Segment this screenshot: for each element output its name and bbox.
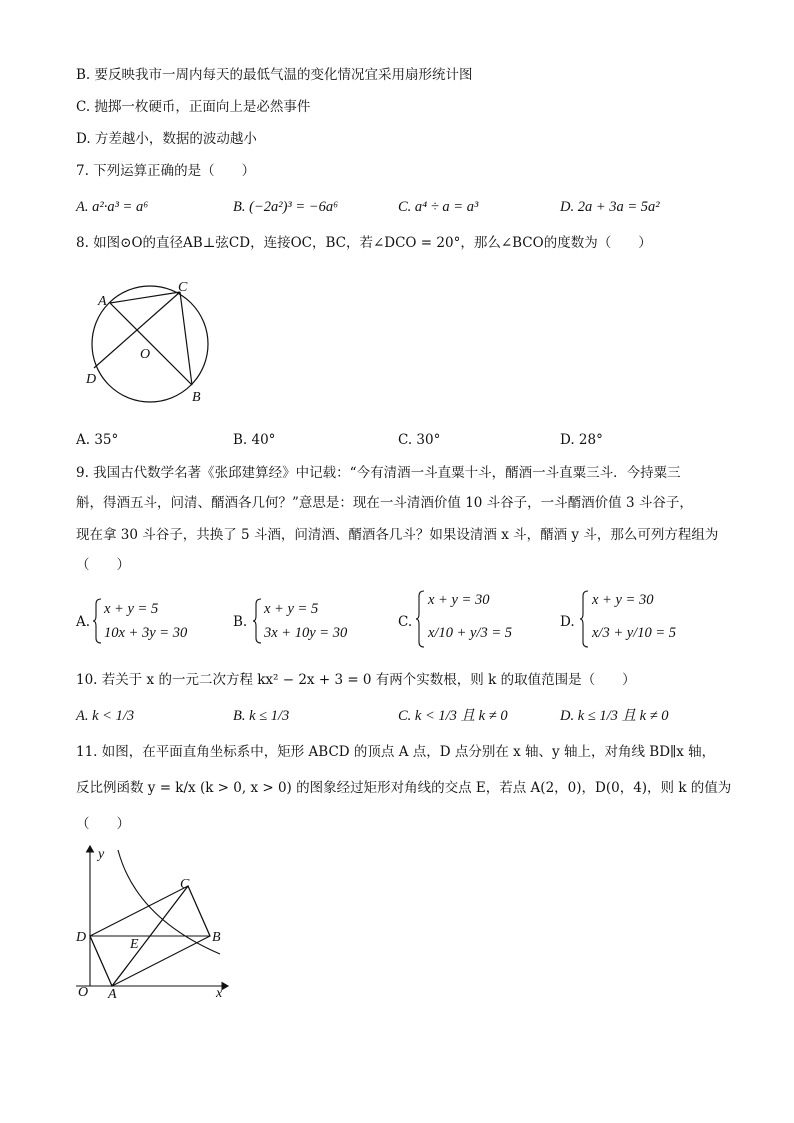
fig11-label-b: B <box>212 930 221 945</box>
q7-option-a: A. a²·a³ = a⁶ <box>76 199 149 215</box>
q10-option-b: B. k ≤ 1/3 <box>233 708 290 724</box>
q7-option-c: C. a⁴ ÷ a = a³ <box>398 199 479 215</box>
q9-c-brace-icon <box>415 590 425 648</box>
q9-option-b-row2: 3x + 10y = 30 <box>264 625 348 641</box>
q10-option-a: A. k < 1/3 <box>76 708 135 724</box>
fig11-label-c: C <box>180 877 190 892</box>
option-d-line: D. 方差越小，数据的波动越小 <box>76 131 257 147</box>
fig11-label-d: D <box>76 930 87 945</box>
question-9-line-4: （ ） <box>76 557 130 573</box>
q9-option-a-letter: A. <box>76 614 91 630</box>
q8-option-a: A. 35° <box>76 432 119 448</box>
q9-d-brace-icon <box>579 590 589 648</box>
question-11-line-1: 11. 如图，在平面直角坐标系中，矩形 ABCD 的顶点 A 点，D 点分别在 x 轴、y 轴上，对角线 BD∥x 轴， <box>76 744 716 760</box>
q9-a-brace-icon <box>92 598 102 644</box>
fig11-label-o: O <box>78 985 89 1000</box>
q9-option-d-letter: D. <box>560 614 575 630</box>
q9-b-brace-icon <box>252 598 262 644</box>
fig8-label-b: B <box>192 390 201 405</box>
q10-option-d: D. k ≤ 1/3 且 k ≠ 0 <box>560 708 669 724</box>
fig11-label-x: x <box>216 986 223 1001</box>
fig8-label-a: A <box>98 294 107 309</box>
question-9-line-1: 9. 我国古代数学名著《张邱建算经》中记载：“今有清酒一斗直粟十斗，醑酒一斗直粟三斗．今持粟三 <box>76 465 681 481</box>
question-9-line-2: 斛，得酒五斗，问清、醑酒各几何？”意思是：现在一斗清酒价值 10 斗谷子，一斗醑酒价值 3 斗谷子， <box>76 495 693 511</box>
fig11-label-a: A <box>108 987 117 1002</box>
q7-option-b: B. (−2a²)³ = −6a⁶ <box>233 199 339 215</box>
question-11-line-2: 反比例函数 y = k/x (k > 0, x > 0) 的图象经过矩形对角线的交点 E，若点 A(2，0)，D(0，4)，则 k 的值为 <box>76 780 732 796</box>
fig8-label-o: O <box>140 347 151 362</box>
q9-option-d-row2: x/3 + y/10 = 5 <box>592 625 676 641</box>
circle-figure <box>82 278 222 406</box>
q8-option-b: B. 40° <box>233 432 276 448</box>
q10-option-c: C. k < 1/3 且 k ≠ 0 <box>398 708 508 724</box>
fig11-label-e: E <box>130 937 139 952</box>
q8-option-c: C. 30° <box>398 432 441 448</box>
q9-option-a-row2: 10x + 3y = 30 <box>104 625 188 641</box>
fig8-label-c: C <box>178 280 188 295</box>
q9-option-d-row1: x + y = 30 <box>592 592 654 608</box>
q9-option-c-row1: x + y = 30 <box>428 592 490 608</box>
question-7-stem: 7. 下列运算正确的是（ ） <box>76 163 256 179</box>
q9-option-a-row1: x + y = 5 <box>104 601 159 617</box>
fig8-label-d: D <box>86 372 97 387</box>
q9-option-b-row1: x + y = 5 <box>264 601 319 617</box>
coordinate-figure <box>68 838 238 1008</box>
q9-option-b-letter: B. <box>233 614 248 630</box>
question-10-stem: 10. 若关于 x 的一元二次方程 kx² − 2x + 3 = 0 有两个实数根，则 k 的取值范围是（ ） <box>76 672 636 688</box>
question-11-line-3: （ ） <box>76 816 130 832</box>
q8-option-d: D. 28° <box>560 432 603 448</box>
question-9-line-3: 现在拿 30 斗谷子，共换了 5 斗酒，问清酒、醑酒各几斗？如果设清酒 x 斗，醑酒 y 斗，那么可列方程组为 <box>76 527 719 543</box>
q9-option-c-letter: C. <box>398 614 413 630</box>
option-c-line: C. 抛掷一枚硬币，正面向上是必然事件 <box>76 99 311 115</box>
option-b-line: B. 要反映我市一周内每天的最低气温的变化情况宜采用扇形统计图 <box>76 67 473 83</box>
q9-option-c-row2: x/10 + y/3 = 5 <box>428 625 512 641</box>
fig11-label-y: y <box>98 847 105 862</box>
question-8-stem: 8. 如图⊙O的直径AB⊥弦CD，连接OC，BC，若∠DCO = 20°，那么∠BCO的度数为（ ） <box>76 235 652 251</box>
q7-option-d: D. 2a + 3a = 5a² <box>560 199 660 215</box>
